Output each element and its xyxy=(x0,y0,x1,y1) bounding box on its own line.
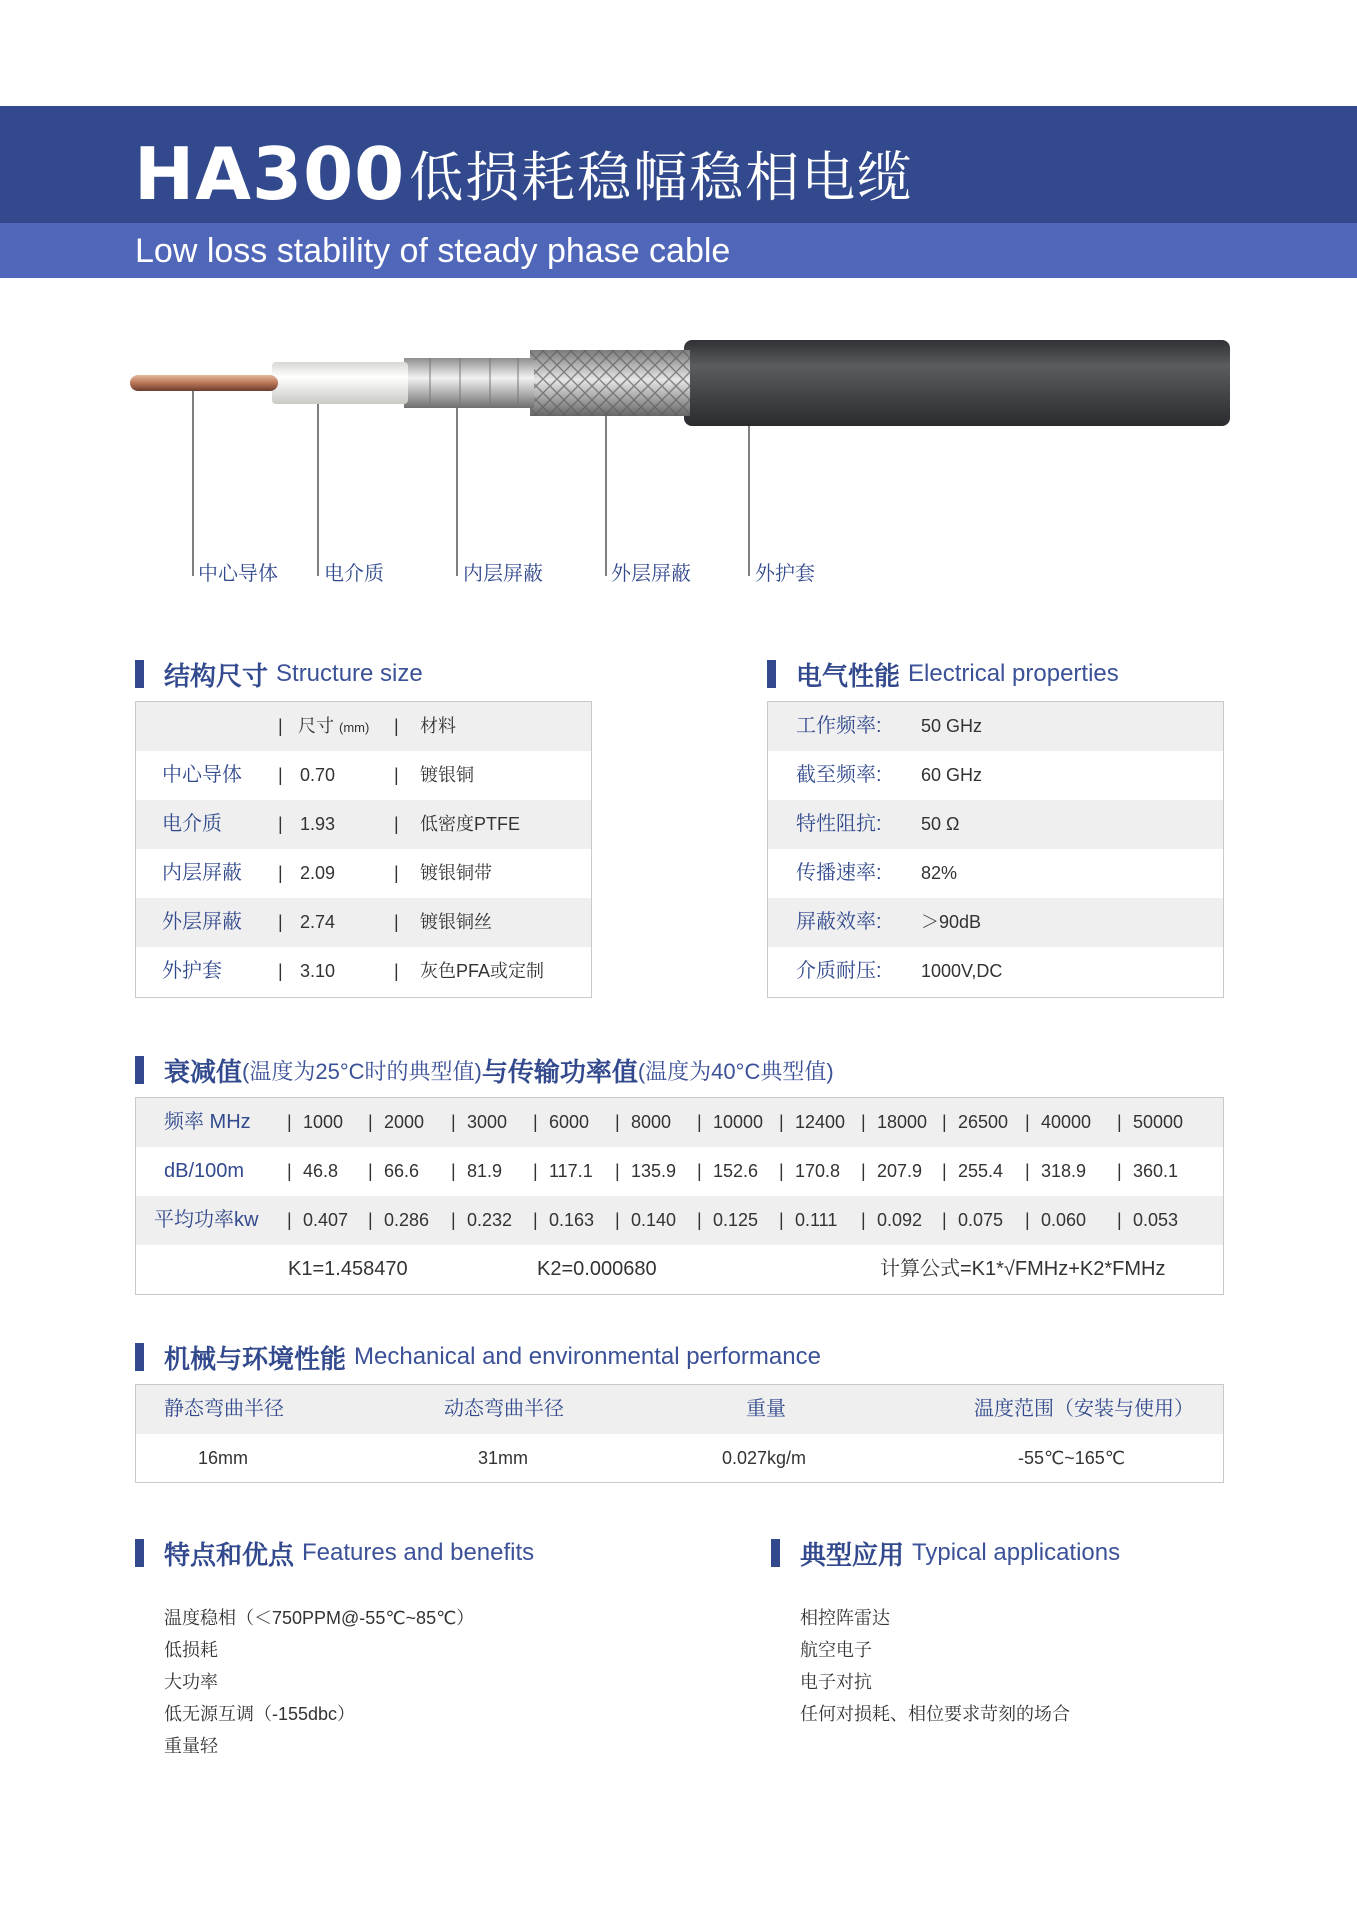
model-number: HA300 xyxy=(134,132,406,216)
att-cell-power: 0.140 xyxy=(631,1210,677,1230)
att-cell-db: 66.6 xyxy=(384,1161,420,1181)
table-row: 中心导体 | 0.70 | 镀银铜 xyxy=(162,764,474,786)
list-item: 温度稳相（＜750PPM@-55℃~85℃） xyxy=(164,1608,475,1628)
section-structure-heading: 结构尺寸 Structure size xyxy=(135,658,423,690)
table-row: 外层屏蔽 | 2.74 | 镀银铜丝 xyxy=(136,898,591,947)
att-cell-power: 0.060 xyxy=(1041,1210,1087,1230)
att-cell-db: 46.8 xyxy=(303,1161,339,1181)
att-cell-freq: 1000 xyxy=(303,1112,344,1132)
att-cell-freq: 2000 xyxy=(384,1112,425,1132)
section-applications-heading: 典型应用 Typical applications xyxy=(771,1537,1120,1569)
formula-row xyxy=(136,1245,1223,1294)
table-row: 屏蔽效率: ＞90dB xyxy=(768,898,1223,947)
list-item: 重量轻 xyxy=(164,1736,218,1756)
att-cell-power: 0.125 xyxy=(713,1210,759,1230)
section-electrical-heading: 电气性能 Electrical properties xyxy=(767,658,1119,690)
table-row: 工作频率: 50 GHz xyxy=(768,702,1223,751)
att-cell-db: 318.9 xyxy=(1041,1161,1087,1181)
table-row: 电介质 | 1.93 | 低密度PTFE xyxy=(136,800,591,849)
col-size: 尺寸 xyxy=(298,716,334,736)
structure-table xyxy=(135,701,592,998)
table-row: 介质耐压: 1000V,DC xyxy=(796,960,1003,982)
table-header-row: | 尺寸 (mm) | 材料 xyxy=(136,702,591,751)
label-center-conductor: 中心导体 xyxy=(198,563,278,585)
label-jacket: 外护套 xyxy=(755,563,815,585)
jacket-segment xyxy=(684,340,1230,426)
col-material: 材料 xyxy=(420,716,456,736)
mechanical-table xyxy=(135,1384,1224,1483)
att-cell-db: 117.1 xyxy=(549,1161,593,1181)
col-size-unit: (mm) xyxy=(339,720,370,735)
table-row: 特性阻抗: 50 Ω xyxy=(768,800,1223,849)
att-cell-power: 0.053 xyxy=(1133,1210,1179,1230)
att-cell-freq: 26500 xyxy=(958,1112,1009,1132)
table-row: 16mm 31mm 0.027kg/m -55℃~165℃ xyxy=(198,1448,1125,1468)
att-cell-power: 0.232 xyxy=(467,1210,513,1230)
list-item: 低无源互调（-155dbc） xyxy=(164,1704,356,1724)
page-title xyxy=(134,124,913,214)
list-item: 相控阵雷达 xyxy=(800,1608,890,1628)
table-row: 平均功率kw | 0.407 | 0.286 | 0.232 | 0.163 | 0.140 | 0.125 | 0.111 | 0.092 | 0.075 | 0.060 | 0.053 xyxy=(136,1196,1223,1245)
att-cell-freq: 10000 xyxy=(713,1112,764,1132)
att-cell-power: 0.075 xyxy=(958,1210,1004,1230)
att-cell-db: 255.4 xyxy=(958,1161,1004,1181)
att-cell-db: 81.9 xyxy=(467,1161,503,1181)
att-cell-power: 0.407 xyxy=(303,1210,349,1230)
att-cell-freq: 50000 xyxy=(1133,1112,1184,1132)
list-item: 大功率 xyxy=(164,1672,218,1692)
table-row: 频率 MHz | 1000 | 2000 | 3000 | 6000 | 8000 | 10000 | 12400 | 18000 | 26500 | 40000 | 50000 xyxy=(136,1098,1223,1147)
dielectric-segment xyxy=(272,362,408,404)
att-cell-db: 360.1 xyxy=(1133,1161,1179,1181)
conductor-segment xyxy=(130,375,278,391)
section-features-heading: 特点和优点 Features and benefits xyxy=(135,1537,534,1569)
table-row: 传播速率: 82% xyxy=(796,862,958,884)
att-cell-db: 207.9 xyxy=(877,1161,923,1181)
formula-text: 计算公式=K1*√FMHz+K2*FMHz xyxy=(880,1258,1166,1280)
att-cell-power: 0.092 xyxy=(877,1210,923,1230)
att-cell-freq: 12400 xyxy=(795,1112,846,1132)
title-cn: 低损耗稳幅稳相电缆 xyxy=(409,148,914,208)
features-list xyxy=(164,1602,474,1762)
table-header-row: 静态弯曲半径 动态弯曲半径 重量 温度范围（安装与使用） xyxy=(136,1385,1223,1434)
att-cell-freq: 6000 xyxy=(549,1112,590,1132)
label-outer-shield: 外层屏蔽 xyxy=(611,563,691,585)
att-cell-power: 0.286 xyxy=(384,1210,430,1230)
table-row: 外护套 | 3.10 | 灰色PFA或定制 xyxy=(162,960,545,982)
label-dielectric: 电介质 xyxy=(324,563,384,585)
table-row: 截至频率: 60 GHz xyxy=(796,764,983,786)
label-inner-shield: 内层屏蔽 xyxy=(463,563,543,585)
section-attenuation-heading: 衰减值 (温度为25°C时的典型值) 与传输功率值 (温度为40°C典型值) xyxy=(135,1054,834,1086)
list-item: 航空电子 xyxy=(800,1640,872,1660)
section-mechanical-heading: 机械与环境性能 Mechanical and environmental performance xyxy=(135,1341,821,1373)
att-cell-freq: 3000 xyxy=(467,1112,508,1132)
applications-list xyxy=(800,1602,1070,1730)
tape-segment xyxy=(404,358,534,408)
att-cell-freq: 8000 xyxy=(631,1112,672,1132)
table-row: 内层屏蔽 | 2.09 | 镀银铜带 xyxy=(162,862,492,884)
k1-value: K1=1.458470 xyxy=(288,1258,408,1280)
page-subtitle: Low loss stability of steady phase cable xyxy=(135,232,731,270)
att-cell-power: 0.163 xyxy=(549,1210,595,1230)
electrical-table xyxy=(767,701,1224,998)
att-cell-db: 135.9 xyxy=(631,1161,677,1181)
att-cell-power: 0.111 xyxy=(795,1210,838,1230)
k2-value: K2=0.000680 xyxy=(537,1258,657,1280)
att-cell-db: 152.6 xyxy=(713,1161,759,1181)
att-cell-db: 170.8 xyxy=(795,1161,841,1181)
table-row: dB/100m | 46.8 | 66.6 | 81.9 | 117.1 | 135.9 | 152.6 | 170.8 | 207.9 | 255.4 | 318.9 | 360.1 xyxy=(136,1147,1223,1196)
list-item: 低损耗 xyxy=(164,1640,218,1660)
att-cell-freq: 18000 xyxy=(877,1112,928,1132)
attenuation-table xyxy=(135,1097,1224,1295)
list-item: 任何对损耗、相位要求苛刻的场合 xyxy=(800,1704,1070,1724)
att-cell-freq: 40000 xyxy=(1041,1112,1092,1132)
list-item: 电子对抗 xyxy=(800,1672,872,1692)
cable-illustration xyxy=(130,330,1230,440)
